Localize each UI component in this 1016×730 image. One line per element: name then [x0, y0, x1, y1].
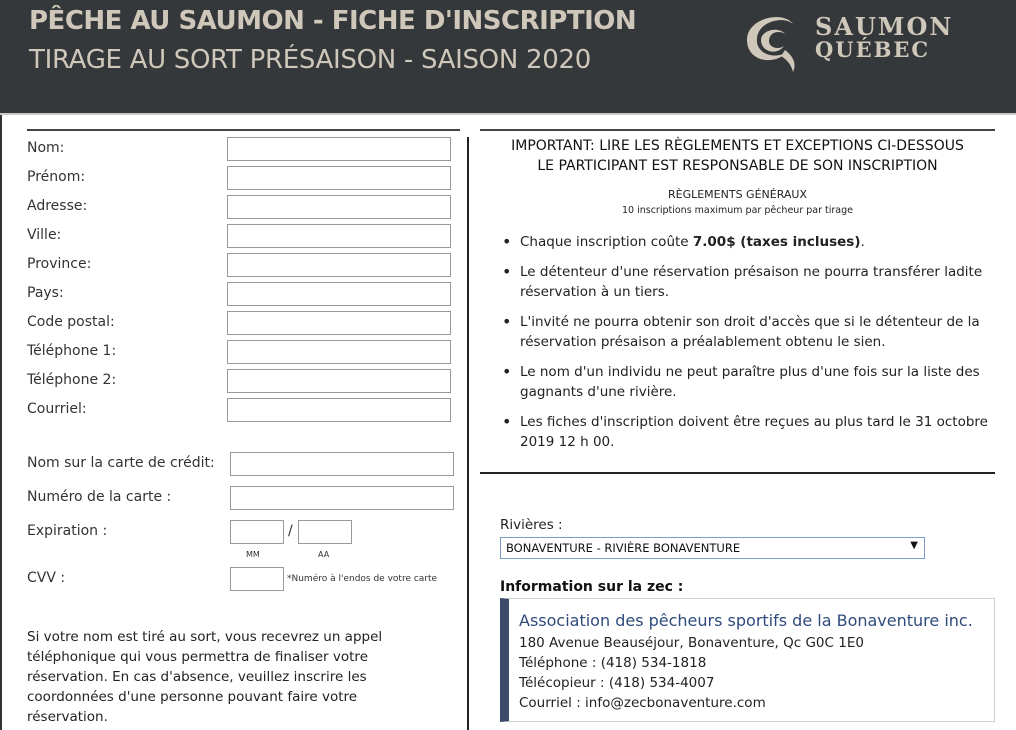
- nom-field[interactable]: [227, 137, 451, 161]
- rule-item-guest: • L'invité ne pourra obtenir son droit d'accès que si le détenteur de la réservation présaison a préalablement obtenu le sien.: [500, 312, 995, 352]
- important-notice-line1: IMPORTANT: LIRE LES RÈGLEMENTS ET EXCEPTIONS CI-DESSOUS: [511, 138, 964, 154]
- rule-item-price: [500, 232, 995, 252]
- zec-name: Association des pêcheurs sportifs de la Bonaventure inc.: [519, 611, 973, 630]
- page-header: [0, 0, 1016, 115]
- cvv-label: CVV :: [27, 570, 66, 586]
- rivers-label: Rivières :: [500, 517, 563, 533]
- form-top-divider: [27, 129, 460, 131]
- cvv-field[interactable]: [230, 567, 284, 591]
- general-rules-title: RÈGLEMENTS GÉNÉRAUX: [667, 188, 808, 201]
- zec-email: Courriel : info@zecbonaventure.com: [519, 695, 766, 711]
- zec-info-box: [500, 598, 995, 722]
- river-select-value: BONAVENTURE - RIVIÈRE BONAVENTURE: [506, 541, 741, 555]
- rules-bottom-divider: [480, 472, 995, 474]
- month-hint: MM: [246, 550, 260, 559]
- logo-word-saumon: SAUMON: [815, 12, 954, 41]
- rules-list: [500, 232, 995, 462]
- salmon-swirl-icon: [735, 4, 805, 76]
- year-hint: AA: [318, 550, 330, 559]
- draw-info-paragraph: Si votre nom est tiré au sort, vous recevrez un appel téléphonique qui vous permettra de finaliser votre réservation. En cas d'absence, veuillez inscrire les coordonnées d'une personne pouvant faire votre réservation.: [27, 629, 383, 725]
- zec-phone: Téléphone : (418) 534-1818: [519, 655, 707, 671]
- code-postal-label: Code postal:: [27, 314, 115, 330]
- dropdown-arrow-icon: ▼: [910, 540, 918, 551]
- page-title: PÊCHE AU SAUMON - FICHE D'INSCRIPTION: [29, 6, 637, 36]
- zec-fax: Télécopieur : (418) 534-4007: [519, 675, 715, 691]
- ville-label: Ville:: [27, 227, 62, 243]
- saumon-quebec-logo: [735, 4, 995, 80]
- expiration-year-field[interactable]: [298, 520, 352, 544]
- general-rules-subtitle: 10 inscriptions maximum par pêcheur par tirage: [621, 205, 853, 216]
- cvv-note: *Numéro à l'endos de votre carte: [287, 574, 438, 584]
- courriel-label: Courriel:: [27, 401, 87, 417]
- telephone1-field[interactable]: [227, 340, 451, 364]
- left-border: [0, 115, 2, 730]
- zec-info-label: Information sur la zec :: [500, 579, 684, 595]
- ville-field[interactable]: [227, 224, 451, 248]
- rule-item-transfer: • Le détenteur d'une réservation présaison ne pourra transférer ladite réservation à un tiers.: [500, 262, 995, 302]
- logo-word-quebec: QUÉBEC: [815, 37, 931, 62]
- adresse-label: Adresse:: [27, 198, 88, 214]
- expiration-month-field[interactable]: [230, 520, 284, 544]
- province-field[interactable]: [227, 253, 451, 277]
- rule-price-suffix: .: [860, 234, 865, 250]
- rule-item-winners: • Le nom d'un individu ne peut paraître plus d'une fois sur la liste des gagnants d'une rivière.: [500, 362, 995, 402]
- prenom-field[interactable]: [227, 166, 451, 190]
- card-name-label: Nom sur la carte de crédit:: [27, 455, 215, 471]
- rules-top-divider: [480, 129, 995, 131]
- courriel-field[interactable]: [227, 398, 451, 422]
- pays-field[interactable]: [227, 282, 451, 306]
- zec-address: 180 Avenue Beauséjour, Bonaventure, Qc G0C 1E0: [519, 635, 864, 651]
- rule-price-prefix: Chaque inscription coûte: [520, 234, 693, 250]
- expiration-separator: /: [288, 523, 293, 539]
- column-divider: [467, 137, 469, 730]
- river-select[interactable]: [500, 537, 925, 559]
- nom-label: Nom:: [27, 140, 65, 156]
- telephone2-label: Téléphone 2:: [27, 372, 117, 388]
- pays-label: Pays:: [27, 285, 64, 301]
- page-subtitle: TIRAGE AU SORT PRÉSAISON - SAISON 2020: [29, 45, 591, 75]
- telephone2-field[interactable]: [227, 369, 451, 393]
- code-postal-field[interactable]: [227, 311, 451, 335]
- prenom-label: Prénom:: [27, 169, 86, 185]
- telephone1-label: Téléphone 1:: [27, 343, 117, 359]
- card-name-field[interactable]: [230, 452, 454, 476]
- card-number-label: Numéro de la carte :: [27, 489, 172, 505]
- rule-price-amount: 7.00$ (taxes incluses): [692, 234, 861, 250]
- important-notice-line2: LE PARTICIPANT EST RESPONSABLE DE SON INSCRIPTION: [537, 158, 938, 174]
- province-label: Province:: [27, 256, 92, 272]
- rule-item-deadline: • Les fiches d'inscription doivent être reçues au plus tard le 31 octobre 2019 12 h 00.: [500, 412, 995, 452]
- card-number-field[interactable]: [230, 486, 454, 510]
- expiration-label: Expiration :: [27, 523, 108, 539]
- adresse-field[interactable]: [227, 195, 451, 219]
